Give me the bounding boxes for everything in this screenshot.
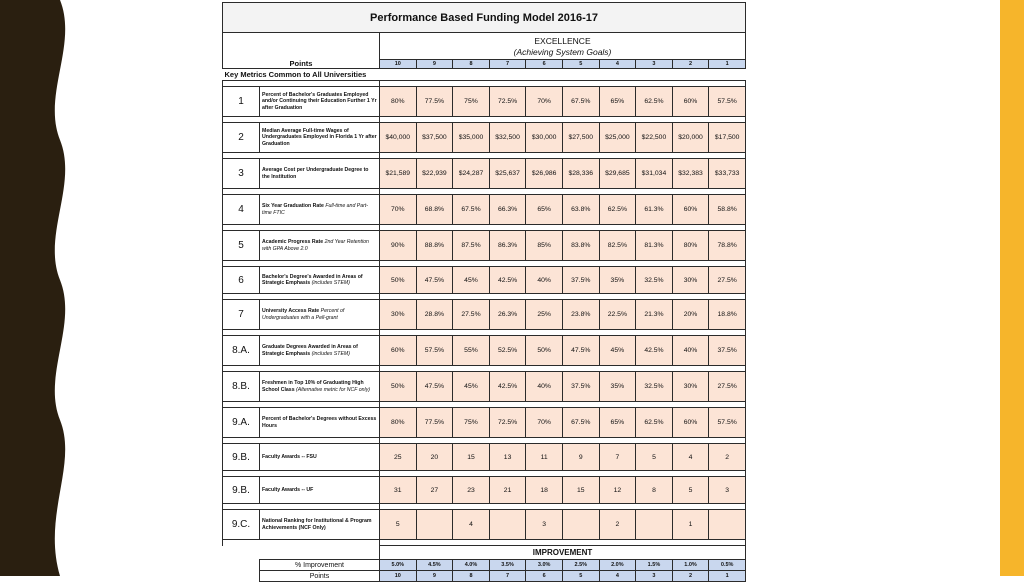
improvement-points-row [223, 571, 746, 582]
points-header-cell: 1 [709, 60, 746, 69]
metric-description [260, 123, 380, 153]
metric-value-cell: 90% [380, 231, 417, 261]
metric-value-cell: 57.5% [709, 408, 746, 438]
points-header-cell: 10 [380, 60, 417, 69]
metric-value-cell: 72.5% [489, 408, 526, 438]
metric-value-cell: 40% [672, 336, 709, 366]
metric-value-cell: 42.5% [636, 336, 673, 366]
metric-row [223, 87, 746, 117]
metric-value-cell: $17,500 [709, 123, 746, 153]
metric-value-cell: 22.5% [599, 300, 636, 330]
metric-value-cell: 65% [526, 195, 563, 225]
excellence-header [380, 33, 746, 60]
metric-value-cell: 27.5% [453, 300, 490, 330]
metric-value-cell: 12 [599, 477, 636, 504]
improvement-points-row-cell: 2 [672, 571, 709, 582]
metric-note: (Alternative metric for NCF only) [296, 386, 371, 393]
metric-number: 9.B. [223, 477, 260, 504]
metric-value-cell: 63.8% [562, 195, 599, 225]
metric-row [223, 408, 746, 438]
points-header-cell: 3 [636, 60, 673, 69]
metric-label: Bachelor's Degree's Awarded in Areas of Strategic Emphasis [262, 273, 363, 286]
metric-value-cell: 25% [526, 300, 563, 330]
metric-value-cell: 28.8% [416, 300, 453, 330]
metric-value-cell: 2 [599, 510, 636, 540]
metric-value-cell: $29,685 [599, 159, 636, 189]
improvement-points-row-cell: 10 [380, 571, 417, 582]
improvement-row [223, 560, 746, 571]
metric-value-cell: 80% [380, 87, 417, 117]
metric-value-cell: 57.5% [416, 336, 453, 366]
metric-value-cell: 4 [453, 510, 490, 540]
metric-value-cell: 32.5% [636, 267, 673, 294]
metric-value-cell: 27 [416, 477, 453, 504]
metric-row [223, 267, 746, 294]
metric-value-cell: 62.5% [636, 87, 673, 117]
metric-number: 7 [223, 300, 260, 330]
improvement-row-cell: 2.5% [562, 560, 599, 571]
metric-value-cell [489, 510, 526, 540]
metric-value-cell: $33,733 [709, 159, 746, 189]
metric-note: Percent of Undergraduates with a Pell-grant [262, 308, 345, 321]
metric-value-cell: 20% [672, 300, 709, 330]
metric-value-cell: 37.5% [709, 336, 746, 366]
metric-value-cell: 40% [526, 372, 563, 402]
metric-row [223, 477, 746, 504]
metric-value-cell: 58.8% [709, 195, 746, 225]
improvement-row-cell: 3.0% [526, 560, 563, 571]
metric-value-cell: 45% [453, 372, 490, 402]
metric-value-cell: 67.5% [562, 87, 599, 117]
metric-value-cell: 30% [672, 372, 709, 402]
metric-value-cell: 15 [562, 477, 599, 504]
metric-value-cell: $26,986 [526, 159, 563, 189]
improvement-spacer [223, 571, 260, 582]
metric-value-cell: 5 [672, 477, 709, 504]
metric-value-cell: 65% [599, 408, 636, 438]
metric-row [223, 444, 746, 471]
metric-note: 2nd Year Retention with GPA Above 2.0 [262, 239, 369, 252]
metric-value-cell: 62.5% [599, 195, 636, 225]
metric-row [223, 231, 746, 261]
metric-value-cell: 1 [672, 510, 709, 540]
metric-value-cell: $37,500 [416, 123, 453, 153]
metric-value-cell: 57.5% [709, 87, 746, 117]
improvement-row-cell: 4.0% [453, 560, 490, 571]
metric-value-cell [416, 510, 453, 540]
metric-value-cell: 27.5% [709, 372, 746, 402]
metric-value-cell: 45% [599, 336, 636, 366]
metric-value-cell: 68.8% [416, 195, 453, 225]
metric-value-cell [562, 510, 599, 540]
metric-value-cell: 35% [599, 267, 636, 294]
metric-label: Faculty Awards -- FSU [262, 453, 317, 460]
metric-label: Median Average Full-time Wages of Undergraduates Employed in Florida 1 Yr after Graduation [262, 127, 377, 147]
metric-value-cell: 85% [526, 231, 563, 261]
metric-value-cell: 77.5% [416, 87, 453, 117]
metric-value-cell [636, 510, 673, 540]
metric-label: Six Year Graduation Rate [262, 203, 324, 210]
metric-number: 5 [223, 231, 260, 261]
metric-note: (includes STEM) [311, 350, 350, 357]
metric-value-cell: 30% [380, 300, 417, 330]
improvement-row-cell: 5.0% [380, 560, 417, 571]
metric-value-cell: 81.3% [636, 231, 673, 261]
metric-value-cell: $20,000 [672, 123, 709, 153]
metric-note: (includes STEM) [311, 280, 350, 286]
improvement-row-cell: 1.5% [636, 560, 673, 571]
metric-value-cell: 45% [453, 267, 490, 294]
metric-value-cell: 50% [526, 336, 563, 366]
points-header-cell: 5 [562, 60, 599, 69]
metric-value-cell: 2 [709, 444, 746, 471]
metric-value-cell: 60% [672, 87, 709, 117]
metric-value-cell: 47.5% [562, 336, 599, 366]
metric-value-cell: 15 [453, 444, 490, 471]
metric-label: Graduate Degrees Awarded in Areas of Strategic Emphasis [262, 344, 358, 357]
metric-value-cell: 80% [380, 408, 417, 438]
metric-value-cell: $27,500 [562, 123, 599, 153]
metric-value-cell: 70% [380, 195, 417, 225]
excellence-subheading: (Achieving System Goals) [513, 46, 612, 57]
metric-value-cell: 60% [380, 336, 417, 366]
metric-value-cell: 87.5% [453, 231, 490, 261]
metric-value-cell: $32,383 [672, 159, 709, 189]
metric-label: Average Cost per Undergraduate Degree to the Institution [262, 167, 369, 180]
improvement-points-row-cell: 6 [526, 571, 563, 582]
improvement-row-cell: 1.0% [672, 560, 709, 571]
metric-description [260, 336, 380, 366]
metric-value-cell: $30,000 [526, 123, 563, 153]
metric-value-cell: 78.8% [709, 231, 746, 261]
metric-value-cell: 75% [453, 408, 490, 438]
metric-value-cell: 47.5% [416, 372, 453, 402]
metric-number: 8.B. [223, 372, 260, 402]
metric-value-cell: 5 [380, 510, 417, 540]
metric-value-cell: 42.5% [489, 372, 526, 402]
metric-value-cell: 37.5% [562, 267, 599, 294]
metric-value-cell: 61.3% [636, 195, 673, 225]
metric-value-cell: 30% [672, 267, 709, 294]
metric-value-cell: $22,939 [416, 159, 453, 189]
metric-description [260, 159, 380, 189]
excellence-heading: EXCELLENCE [534, 35, 591, 46]
metric-value-cell: $21,589 [380, 159, 417, 189]
page-title: Performance Based Funding Model 2016-17 [223, 3, 746, 33]
improvement-row-cell: 4.5% [416, 560, 453, 571]
metric-number: 1 [223, 87, 260, 117]
metric-row [223, 123, 746, 153]
metric-value-cell: 11 [526, 444, 563, 471]
metric-value-cell: 8 [636, 477, 673, 504]
metric-description [260, 300, 380, 330]
metric-number: 6 [223, 267, 260, 294]
metric-value-cell: 88.8% [416, 231, 453, 261]
improvement-points-row-cell: 4 [599, 571, 636, 582]
points-header-cell: 9 [416, 60, 453, 69]
metric-description [260, 477, 380, 504]
metric-number: 8.A. [223, 336, 260, 366]
metric-value-cell: 50% [380, 267, 417, 294]
metric-value-cell: 23.8% [562, 300, 599, 330]
improvement-points-row-cell: 1 [709, 571, 746, 582]
improvement-points-row-cell: 7 [489, 571, 526, 582]
metric-value-cell: 62.5% [636, 408, 673, 438]
improvement-row-cell: 0.5% [709, 560, 746, 571]
metric-value-cell: 50% [380, 372, 417, 402]
metric-label: Faculty Awards -- UF [262, 486, 314, 493]
metric-value-cell [709, 510, 746, 540]
improvement-row-label: % Improvement [260, 560, 380, 571]
metric-number: 9.A. [223, 408, 260, 438]
improvement-points-row-cell: 8 [453, 571, 490, 582]
points-header-cell: 6 [526, 60, 563, 69]
metric-value-cell: 18.8% [709, 300, 746, 330]
metric-description [260, 408, 380, 438]
metric-value-cell: $28,336 [562, 159, 599, 189]
metric-value-cell: 75% [453, 87, 490, 117]
metric-description [260, 231, 380, 261]
metric-value-cell: 9 [562, 444, 599, 471]
metric-description [260, 87, 380, 117]
metric-value-cell: 25 [380, 444, 417, 471]
metric-value-cell: 5 [636, 444, 673, 471]
metric-label: University Access Rate [262, 308, 320, 315]
metric-note: Full-time and Part-time FTIC [262, 203, 369, 216]
metric-value-cell: $40,000 [380, 123, 417, 153]
points-header-cell: 8 [453, 60, 490, 69]
metric-label: National Ranking for Institutional & Program Achievements (NCF Only) [262, 518, 372, 531]
metric-value-cell: 7 [599, 444, 636, 471]
metric-number: 9.B. [223, 444, 260, 471]
metric-value-cell: 66.3% [489, 195, 526, 225]
metric-label: Academic Progress Rate [262, 239, 324, 246]
metric-description [260, 267, 380, 294]
metric-value-cell: 67.5% [453, 195, 490, 225]
metric-value-cell: $32,500 [489, 123, 526, 153]
metric-label: Percent of Bachelor's Graduates Employed and/or Continuing their Education Further 1 Yr after Graduation [262, 91, 377, 111]
metric-label: Percent of Bachelor's Degrees without Excess Hours [262, 416, 377, 429]
metric-value-cell: 21.3% [636, 300, 673, 330]
improvement-row-cell: 3.5% [489, 560, 526, 571]
metric-value-cell: $22,500 [636, 123, 673, 153]
metric-value-cell: 13 [489, 444, 526, 471]
metric-value-cell: 3 [709, 477, 746, 504]
points-header-cell: 7 [489, 60, 526, 69]
metric-value-cell: 65% [599, 87, 636, 117]
metric-value-cell: $25,000 [599, 123, 636, 153]
metric-description [260, 372, 380, 402]
metric-description [260, 195, 380, 225]
funding-model-table-page [222, 2, 745, 580]
metric-description [260, 510, 380, 540]
metric-value-cell: $35,000 [453, 123, 490, 153]
metric-row [223, 336, 746, 366]
metric-value-cell: 80% [672, 231, 709, 261]
points-label: Points [223, 33, 380, 69]
metric-row [223, 159, 746, 189]
metric-row [223, 195, 746, 225]
decorative-wavy-band [0, 0, 78, 576]
metric-value-cell: 35% [599, 372, 636, 402]
section-heading: Key Metrics Common to All Universities [223, 69, 746, 81]
metric-number: 3 [223, 159, 260, 189]
metric-value-cell: 31 [380, 477, 417, 504]
metric-row [223, 510, 746, 540]
metric-value-cell: 4 [672, 444, 709, 471]
metric-value-cell: 77.5% [416, 408, 453, 438]
metric-value-cell: 83.8% [562, 231, 599, 261]
metric-value-cell: 21 [489, 477, 526, 504]
improvement-points-row-cell: 9 [416, 571, 453, 582]
metric-value-cell: 42.5% [489, 267, 526, 294]
metric-number: 4 [223, 195, 260, 225]
metric-value-cell: 27.5% [709, 267, 746, 294]
improvement-spacer [223, 560, 260, 571]
metric-row [223, 372, 746, 402]
metric-value-cell: 47.5% [416, 267, 453, 294]
points-header-cell: 4 [599, 60, 636, 69]
metric-value-cell: 72.5% [489, 87, 526, 117]
metric-description [260, 444, 380, 471]
funding-model-table [222, 2, 746, 582]
metric-value-cell: $31,034 [636, 159, 673, 189]
metric-row [223, 300, 746, 330]
metric-value-cell: 60% [672, 408, 709, 438]
metric-value-cell: 70% [526, 87, 563, 117]
metric-value-cell: 26.3% [489, 300, 526, 330]
metric-value-cell: 32.5% [636, 372, 673, 402]
metric-value-cell: $24,287 [453, 159, 490, 189]
metric-value-cell: 70% [526, 408, 563, 438]
metric-value-cell: 86.3% [489, 231, 526, 261]
metric-value-cell: 52.5% [489, 336, 526, 366]
metric-number: 9.C. [223, 510, 260, 540]
metric-value-cell: 3 [526, 510, 563, 540]
metric-value-cell: 20 [416, 444, 453, 471]
accent-band-right [1000, 0, 1024, 576]
metric-value-cell: 18 [526, 477, 563, 504]
improvement-points-row-label: Points [260, 571, 380, 582]
metric-value-cell: 60% [672, 195, 709, 225]
metric-value-cell: $25,637 [489, 159, 526, 189]
metric-value-cell: 82.5% [599, 231, 636, 261]
improvement-points-row-cell: 5 [562, 571, 599, 582]
metric-number: 2 [223, 123, 260, 153]
metric-value-cell: 37.5% [562, 372, 599, 402]
improvement-heading: IMPROVEMENT [380, 546, 746, 560]
metric-value-cell: 40% [526, 267, 563, 294]
metric-value-cell: 55% [453, 336, 490, 366]
improvement-blank [223, 546, 380, 560]
points-header-cell: 2 [672, 60, 709, 69]
improvement-row-cell: 2.0% [599, 560, 636, 571]
metric-value-cell: 23 [453, 477, 490, 504]
metric-label: Freshmen in Top 10% of Graduating High School Class [262, 380, 364, 393]
improvement-points-row-cell: 3 [636, 571, 673, 582]
metric-value-cell: 67.5% [562, 408, 599, 438]
